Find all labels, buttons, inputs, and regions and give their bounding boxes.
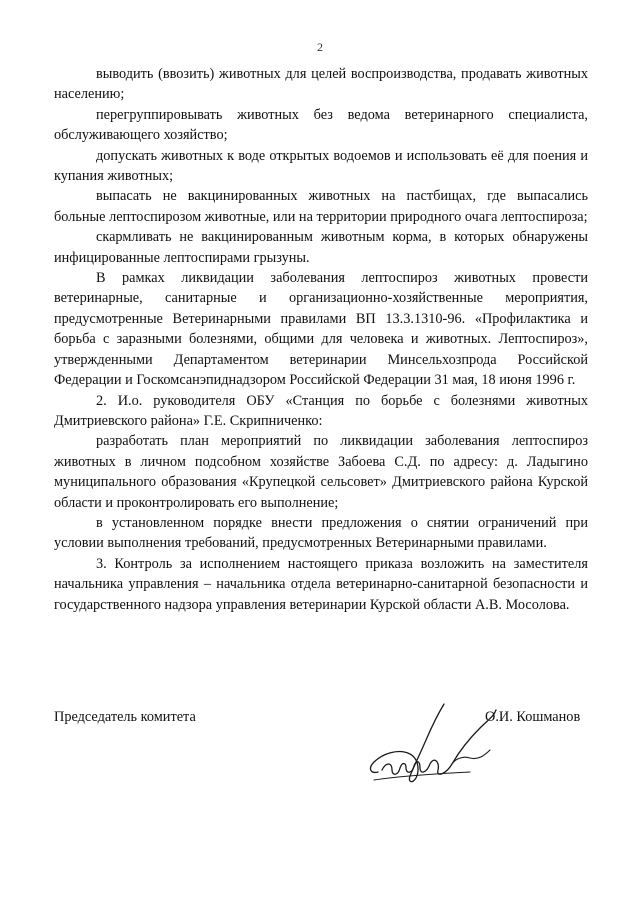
handwritten-signature (360, 700, 510, 790)
paragraph-item-3-control: 3. Контроль за исполнением настоящего приказа возложить на заместителя начальника управления – начальника отдела ветеринарно-санитарной безопасности и государственного надзора управления ветеринарии Курской области А.В. Мосолова. (54, 555, 588, 613)
signatory-name: О.И. Кошманов (485, 709, 581, 725)
signatory-title: Председатель комитета (54, 709, 196, 725)
paragraph-ban-regrouping: перегруппировывать животных без ведома ветеринарного специалиста, обслуживающего хозяйство; (54, 106, 588, 144)
paragraph-ban-feeding: скармливать не вакцинированным животным корма, в которых обнаружены инфицированные лептоспирами грызуны. (54, 229, 588, 266)
paragraph-ban-water-access: допускать животных к воде открытых водоемов и использовать её для поения и купания животных; (54, 147, 588, 185)
paragraph-measures: В рамках ликвидации заболевания лептоспироз животных провести ветеринарные, санитарные и организационно-хозяйственные мероприятия, предусмотренные Ветеринарными правилами ВП 13.3.1310-96. «Профилактика и борьба с заразными болезнями, общими для человека и животных. Лептоспироз», утвержденными Департаментом ветеринарии Минсельхозпрода Российской Федерации и Госкомсанэпиднадзором Российской Федерации 31 мая, 18 июня 1996 г. (54, 270, 588, 389)
paragraph-lift-restrictions: в установленном порядке внести предложения о снятии ограничений при условии выполнения требований, предусмотренных Ветеринарными правилами. (54, 514, 588, 552)
paragraph-ban-grazing: выпасать не вакцинированных животных на пастбищах, где выпасались больные лептоспирозом животные, или на территории природного очага лептоспироза; (54, 188, 588, 225)
paragraph-ban-breeding: выводить (ввозить) животных для целей воспроизводства, продавать животных населению; (54, 66, 588, 103)
document-body (54, 64, 588, 615)
paragraph-develop-plan: разработать план мероприятий по ликвидации заболевания лептоспироз животных в личном подсобном хозяйстве Забоева С.Д. по адресу: д. Ладыгино муниципального образования «Крупецкой сельсовет» Дмитриевского района Курской области и проконтролировать его выполнение; (54, 433, 588, 511)
paragraph-item-2: 2. И.о. руководителя ОБУ «Станция по борьбе с болезнями животных Дмитриевского района» Г.Е. Скрипниченко: (54, 392, 588, 429)
page-number: 2 (317, 40, 323, 54)
